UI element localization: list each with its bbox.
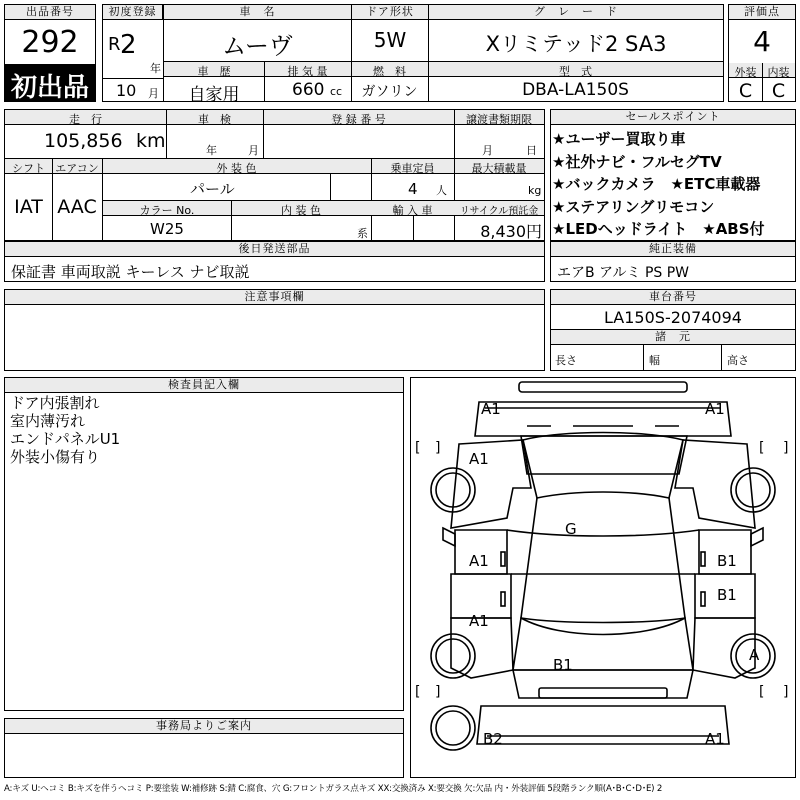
later-title: 後日発送部品 [5, 242, 544, 257]
damage-diagram-box [410, 377, 796, 778]
tr-month: 月 [482, 144, 493, 157]
name-label: 車 名 [164, 5, 351, 20]
sales-points-list [552, 128, 798, 241]
equip-title: 純正装備 [551, 242, 795, 257]
caution-title: 注意事項欄 [5, 290, 544, 305]
inspector-notes [10, 394, 120, 466]
office-box [4, 718, 404, 778]
hood [521, 436, 687, 474]
rear-bumper [477, 706, 729, 744]
recycle-fee: 8,430円 [480, 222, 542, 241]
tr-day: 日 [526, 144, 537, 157]
front-bumper [475, 402, 731, 436]
score: 4 [753, 25, 771, 58]
capacity: 4 [408, 180, 418, 198]
score-label: 評価点 [729, 5, 795, 20]
reg-label: 初度登録 [103, 5, 163, 20]
dim-length: 長さ [555, 354, 577, 367]
damage-mark: A1 [469, 612, 489, 630]
inspector-note: ドア内張割れ [10, 394, 100, 412]
interior-unit: 系 [357, 227, 368, 240]
caution-box [4, 289, 545, 371]
front-right-fender [675, 440, 755, 528]
sales-point: ★バックカメラ ★ETC車載器 [552, 175, 761, 193]
rear-garnish [539, 688, 667, 698]
mileage-label: 走 行 [69, 113, 102, 126]
svg-text:[: [ [759, 684, 765, 700]
colorno-label: カラー No. [139, 204, 195, 217]
damage-mark: A1 [481, 400, 501, 418]
grade: Xリミテッド2 SA3 [485, 32, 667, 56]
legend: A:キズ U:ヘコミ B:キズを伴うヘコミ P:要塗装 W:補修跡 S:錆 C:腐食、穴 G:フロントガラス点キズ XX:交換済み X:要交換 欠:欠品 内・外装評価 5段階ランク順(A･B･C･D･E) 2 [4, 784, 663, 794]
office-title: 事務局よりご案内 [5, 719, 403, 734]
sales-point: ★ユーザー買取り車 [552, 130, 686, 148]
color-label: 外 装 色 [216, 162, 257, 175]
lot-label: 出品番号 [5, 5, 95, 20]
chassis-box [550, 289, 796, 371]
damage-mark: A1 [469, 552, 489, 570]
ins-year: 年 [206, 144, 217, 157]
reg-year-unit: 年 [150, 62, 161, 75]
int-grade: C [771, 80, 786, 102]
front-bumper-top [519, 382, 687, 392]
lot-number: 292 [21, 25, 79, 60]
rear-right-fender [693, 618, 755, 678]
chassis-number: LA150S-2074094 [604, 308, 742, 327]
capacity-unit: 人 [436, 184, 447, 197]
back-door [513, 670, 693, 698]
fuel: ガソリン [361, 84, 418, 100]
sales-point: ★ステアリングリモコン [552, 197, 715, 216]
front-left-fender [451, 440, 531, 528]
grade-label: グ レ ー ド [429, 5, 723, 20]
mileage: 105,856 [44, 130, 123, 152]
svg-text:]: ] [783, 440, 789, 456]
color-number: W25 [150, 220, 184, 238]
inspector-title: 検査員記入欄 [5, 378, 403, 393]
svg-text:[: [ [415, 440, 421, 456]
model: DBA-LA150S [522, 80, 629, 100]
transfer-label: 譲渡書類期限 [466, 113, 532, 126]
svg-text:]: ] [783, 684, 789, 700]
history-label: 車 歴 [197, 65, 231, 78]
shift-label: シフト [12, 162, 45, 175]
later-parts-box [4, 241, 545, 282]
model-label: 型 式 [559, 65, 592, 78]
damage-mark: B1 [717, 586, 737, 604]
car-diagram [411, 378, 795, 777]
inspector-note: 室内薄汚れ [10, 412, 86, 430]
sales-point: ★社外ナビ・フルセグTV [552, 152, 722, 171]
equipment: エアB アルミ PS PW [557, 265, 690, 281]
svg-text:[: [ [415, 684, 421, 700]
dim-width: 幅 [649, 354, 660, 367]
inspector-note: エンドパネルU1 [10, 430, 121, 448]
svg-text:]: ] [435, 684, 441, 700]
damage-mark: A1 [469, 450, 489, 468]
ext-grade: C [738, 80, 753, 102]
damage-mark: A1 [705, 730, 725, 748]
sales-title: セールスポイント [551, 110, 795, 125]
svg-text:[: [ [759, 440, 765, 456]
ac: AAC [57, 196, 97, 218]
reg-era: R [108, 34, 121, 55]
roof [521, 498, 685, 623]
mileage-unit: km [136, 130, 166, 152]
door-label: ドア形状 [352, 5, 428, 20]
score-box [728, 4, 796, 102]
load-unit: kg [528, 184, 542, 197]
chassis-title: 車台番号 [551, 290, 795, 305]
recycle-label: リサイクル預託金 [459, 206, 539, 217]
dim-height: 高さ [727, 354, 749, 367]
first-listing-text: 初出品 [10, 73, 89, 103]
import-label: 輸 入 車 [392, 204, 433, 217]
damage-mark: A1 [705, 400, 725, 418]
displacement-label: 排 気 量 [287, 65, 328, 78]
windshield [523, 433, 683, 499]
damage-mark: A [749, 646, 760, 664]
int-label: 内装 [767, 66, 790, 79]
later-parts: 保証書 車両取説 キーレス ナビ取説 [11, 263, 250, 281]
interior-label: 内 装 色 [281, 204, 321, 217]
damage-mark: B1 [553, 656, 573, 674]
damage-mark: G [565, 520, 577, 538]
reg-month-unit: 月 [148, 87, 159, 100]
capacity-label: 乗車定員 [390, 162, 435, 175]
door-type: 5W [373, 28, 407, 52]
car-name: ムーヴ [222, 32, 293, 60]
ac-label: エアコン [55, 162, 99, 175]
inspection-label: 車 検 [198, 113, 231, 126]
load-label: 最大積載量 [471, 162, 527, 175]
reg-month: 10 [116, 81, 137, 100]
damage-mark: B1 [717, 552, 737, 570]
spare-wheel [431, 706, 475, 750]
plate-label: 登 録 番 号 [331, 113, 386, 126]
inspector-note: 外装小傷有り [10, 448, 101, 466]
damage-mark: B2 [483, 730, 503, 748]
ext-label: 外装 [734, 66, 757, 79]
displacement: 660 [292, 80, 325, 100]
dims-title: 諸 元 [551, 330, 795, 345]
reg-year: 2 [120, 30, 137, 60]
sales-point: ★LEDヘッドライト ★ABS付 [552, 220, 765, 238]
equipment-box [550, 241, 796, 282]
shift: IAT [14, 196, 43, 218]
body-color: パール [190, 180, 235, 198]
svg-text:]: ] [435, 440, 441, 456]
rear-left-wheel [431, 634, 475, 678]
rear-window [513, 618, 693, 670]
ins-month: 月 [248, 144, 259, 157]
history: 自家用 [188, 85, 240, 105]
displacement-unit: cc [330, 85, 343, 98]
fuel-label: 燃 料 [373, 65, 406, 78]
